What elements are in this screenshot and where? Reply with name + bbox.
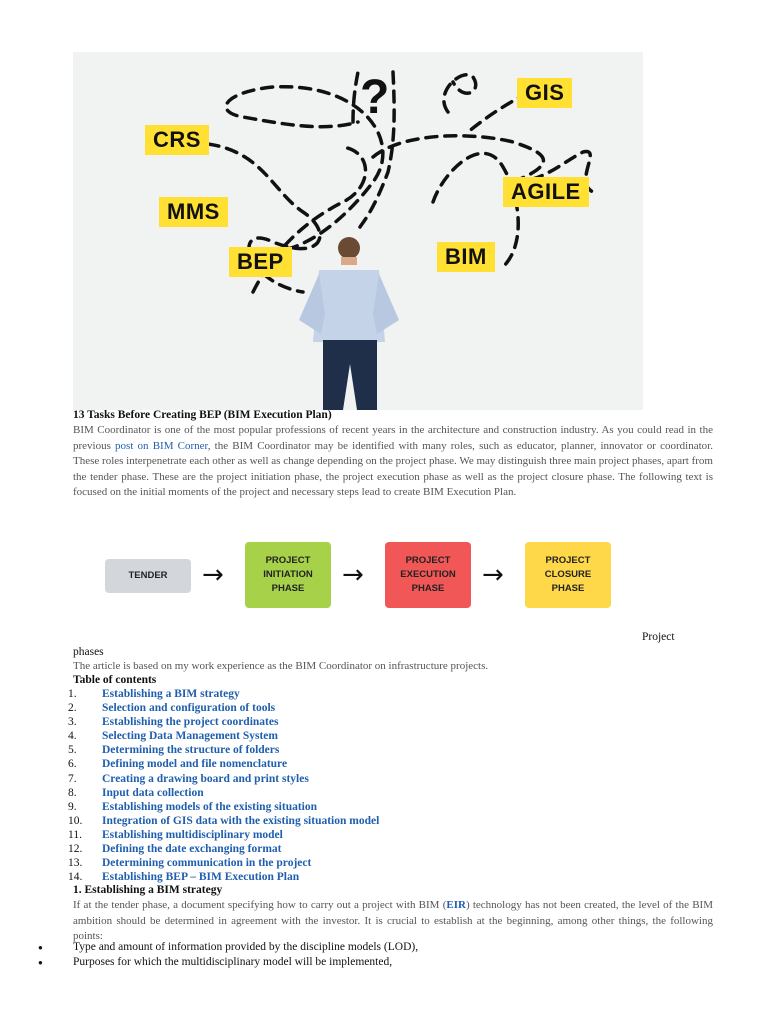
toc-item-number: 11. xyxy=(68,828,82,841)
toc-item-link[interactable]: Creating a drawing board and print styles xyxy=(102,772,309,785)
toc-item-number: 13. xyxy=(68,857,83,870)
toc-item-number: 2. xyxy=(68,702,77,715)
toc-item-number: 7. xyxy=(68,772,77,785)
arrow-icon: → xyxy=(482,560,504,590)
toc-item-number: 3. xyxy=(68,716,77,729)
tag-bim: BIM xyxy=(437,242,495,272)
bim-corner-link[interactable]: post on BIM Corner xyxy=(115,439,208,452)
figure-caption-part1: Project xyxy=(642,631,675,643)
toc-item-number: 8. xyxy=(68,786,77,799)
toc-item-number: 4. xyxy=(68,730,77,743)
phase-closure: PROJECT CLOSURE PHASE xyxy=(525,542,611,608)
tag-gis: GIS xyxy=(517,78,572,108)
toc-item-number: 10. xyxy=(68,814,83,827)
experience-note: The article is based on my work experience as the BIM Coordinator on infrastructure projects. xyxy=(73,660,489,672)
toc-item-number: 5. xyxy=(68,744,77,757)
eir-link[interactable]: EIR xyxy=(446,899,466,911)
toc-item-link[interactable]: Determining the structure of folders xyxy=(102,744,280,757)
toc-item-number: 1. xyxy=(68,688,77,700)
toc-item-number: 6. xyxy=(68,758,77,771)
bullet-dot-icon: ● xyxy=(38,943,43,952)
phase-tender: TENDER xyxy=(105,559,191,593)
phase-initiation: PROJECT INITIATION PHASE xyxy=(245,542,331,608)
toc-item-link[interactable]: Defining the date exchanging format xyxy=(102,843,282,856)
phase-execution: PROJECT EXECUTION PHASE xyxy=(385,542,471,608)
tag-bep: BEP xyxy=(229,247,292,277)
bullet-text: Purposes for which the multidisciplinary model will be implemented, xyxy=(73,956,393,968)
toc-title: Table of contents xyxy=(73,674,157,686)
phases-diagram xyxy=(100,542,620,610)
toc-item-link[interactable]: Determining communication in the project xyxy=(102,857,312,870)
toc-item-number: 9. xyxy=(68,800,77,813)
toc-item-number: 14. xyxy=(68,871,83,884)
toc-item-link[interactable]: Integration of GIS data with the existing situation model xyxy=(102,814,380,827)
tag-mms: MMS xyxy=(159,197,228,227)
tag-crs: CRS xyxy=(145,125,209,155)
toc-item-link[interactable]: Establishing a BIM strategy xyxy=(102,688,240,700)
toc-item-link[interactable]: Establishing models of the existing situation xyxy=(102,800,318,813)
toc-item-link[interactable]: Input data collection xyxy=(102,786,204,799)
toc-item-link[interactable]: Establishing BEP – BIM Execution Plan xyxy=(102,871,300,884)
hero-image xyxy=(73,52,643,410)
arrow-icon: → xyxy=(202,560,224,590)
bullet-dot-icon: ● xyxy=(38,958,43,967)
intro-paragraph xyxy=(73,423,713,501)
section-paragraph xyxy=(73,898,713,945)
intro-text-2: , the BIM Coordinator may be identified with many roles, such as educator, planner, innovator or coordinator. These roles interpenetrate each other as well as change depending on the project phase. We may distinguish three main project phases, apart from the tender phase. These are the project initiation phase, the project execution phase as well as the project closure phase. The following text is focused on the initial moments of the project and necessary steps lead to create BIM Execution Plan. xyxy=(73,439,713,498)
section-text-2: ) technology has not been created, the level of the BIM ambition should be determined in agreement with the investor. It is crucial to establish at the beginning, among other things, the following points: xyxy=(73,899,713,942)
person-figure xyxy=(299,237,399,410)
article-title: 13 Tasks Before Creating BEP (BIM Execution Plan) xyxy=(73,409,332,421)
toc-item-number: 12. xyxy=(68,843,83,856)
toc-item-link[interactable]: Establishing multidisciplinary model xyxy=(102,828,283,841)
section-text-1: If at the tender phase, a document specifying how to carry out a project with BIM ( xyxy=(73,899,447,911)
toc-item-link[interactable]: Selection and configuration of tools xyxy=(102,702,276,715)
toc-item-link[interactable]: Establishing the project coordinates xyxy=(102,716,279,729)
toc-item-link[interactable]: Defining model and file nomenclature xyxy=(102,758,288,771)
toc-item-link[interactable]: Selecting Data Management System xyxy=(102,730,278,743)
tag-agile: AGILE xyxy=(503,177,589,207)
bullet-text: Type and amount of information provided by the discipline models (LOD), xyxy=(73,941,419,953)
question-mark: ? xyxy=(360,71,390,124)
arrow-icon: → xyxy=(342,560,364,590)
section-heading: 1. Establishing a BIM strategy xyxy=(73,884,223,896)
figure-caption-part2: phases xyxy=(73,646,104,658)
intro-text-1: BIM Coordinator is one of the most popular professions of recent years in the architecture and construction industry. As you could read in the previous xyxy=(73,424,713,452)
